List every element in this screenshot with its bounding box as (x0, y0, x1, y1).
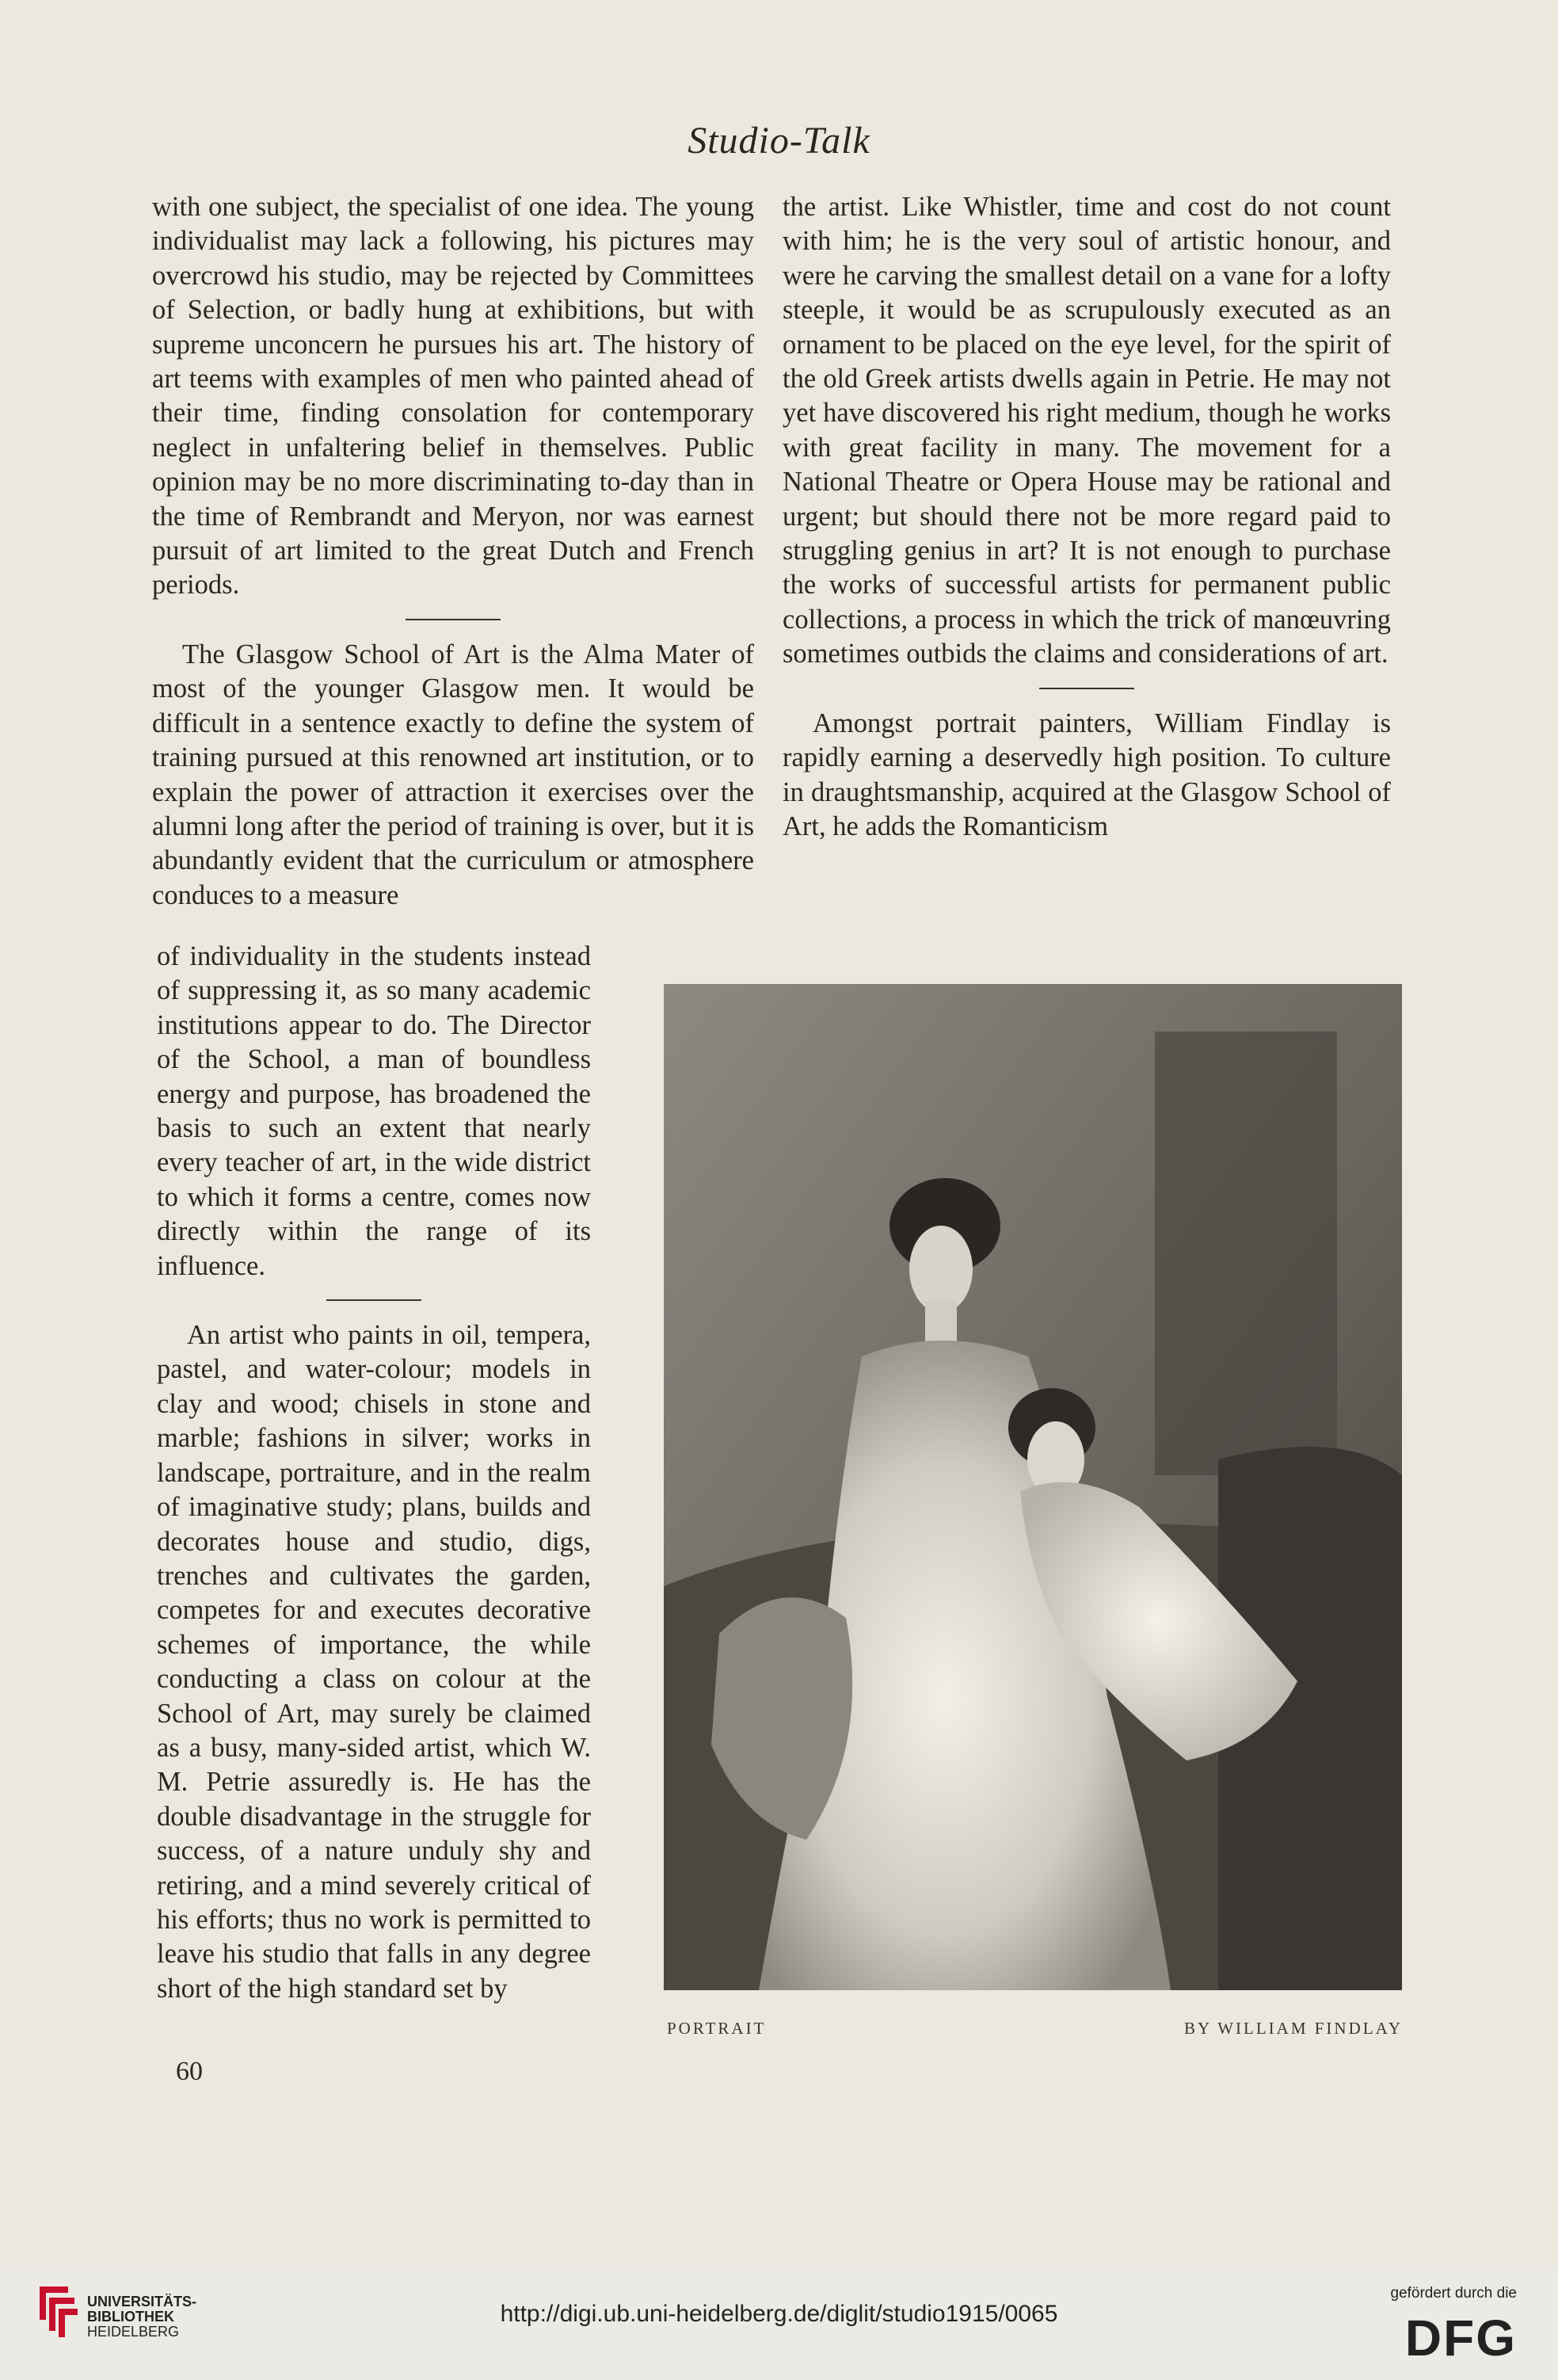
library-name-line: BIBLIOTHEK (87, 2309, 174, 2325)
paragraph: with one subject, the specialist of one idea. The young individualist may lack a following, his pictures may overcrowd his studio, may be rejected by Committees of Selection, or badly hung at exhibitions, but with supreme unconcern he pursues his art. The history of art teems with examples of men who painted ahead of their time, finding consolation for contemporary neglect in unfaltering belief in themselves. Public opinion may be no more discriminating to-day than in the time of Rembrandt and Meryon, nor was earnest pursuit of art limited to the great Dutch and French periods. (152, 192, 754, 601)
funding-label: gefördert durch die (1390, 2285, 1517, 2302)
paragraph: of individuality in the students instead of suppressing it, as so many academic institutions appear to do. The Director of the School, a man of boundless energy and purpose, has broadened the basis to such an extent that nearly every teacher of art, in the wide district to which it forms a centre, comes now directly within the range of its influence. (157, 941, 591, 1281)
figure-caption-artist: BY WILLIAM FINDLAY (1183, 2019, 1403, 2038)
section-divider (1039, 688, 1134, 689)
right-column (783, 190, 1391, 844)
section-divider (406, 619, 501, 620)
source-url-link[interactable]: http://digi.ub.uni-heidelberg.de/diglit/studio1915/0065 (500, 2301, 1058, 2327)
portrait-plate (664, 984, 1402, 1990)
paragraph: Amongst portrait painters, William Findlay is rapidly earning a deservedly high position. To culture in draughtsmanship, acquired at the Glasgow School of Art, he adds the Romanticism (783, 708, 1391, 841)
page-number: 60 (176, 2057, 203, 2086)
library-name-line: UNIVERSITÄTS- (87, 2294, 197, 2309)
section-divider (326, 1299, 421, 1301)
narrow-column (157, 940, 591, 2006)
paragraph: the artist. Like Whistler, time and cost do not count with him; he is the very soul of artistic honour, and were he carving the smallest detail on a vane for a lofty steeple, it would be as scrupulously executed as an ornament to be placed on the eye level, for the spirit of the old Greek artists dwells again in Petrie. He may not yet have discovered his right medium, though he works with great facility in many. The movement for a National Theatre or Opera House may be rational and urgent; but should there not be more regard paid to struggling genius in art? It is not enough to purchase the works of successful artists for permanent public collections, a process in which the trick of manœuvring sometimes outbids the claims and considerations of art. (783, 192, 1391, 669)
library-name-line: HEIDELBERG (87, 2324, 180, 2340)
left-column (152, 190, 754, 913)
running-header: Studio-Talk (688, 120, 870, 162)
paragraph: An artist who paints in oil, tempera, pastel, and water-colour; models in clay and wood; chisels in stone and marble; fashions in silver; works in landscape, portraiture, and in the realm of imaginative study; plans, builds and decorates house and studio, digs, trenches and cultivates the garden, competes for and executes decorative schemes of importance, the while conducting a class on colour at the School of Art, may surely be claimed as a busy, many-sided artist, which W. M. Petrie assuredly is. He has the double disadvantage in the struggle for success, of a nature unduly shy and retiring, and a mind severely critical of his efforts; thus no work is permitted to leave his studio that falls in any degree short of the high standard set by (157, 1320, 591, 2004)
paragraph: The Glasgow School of Art is the Alma Mater of most of the younger Glasgow men. It would be difficult in a sentence exactly to define the system of training pursued at this renowned art institution, or to explain the power of attraction it exercises over the alumni long after the period of training is over, but it is abundantly evident that the curriculum or atmosphere conduces to a measure (152, 639, 754, 910)
dfg-logo-icon: DFG (1404, 2309, 1517, 2367)
figure-caption-title: PORTRAIT (667, 2019, 767, 2038)
portrait-illustration (664, 984, 1402, 1990)
